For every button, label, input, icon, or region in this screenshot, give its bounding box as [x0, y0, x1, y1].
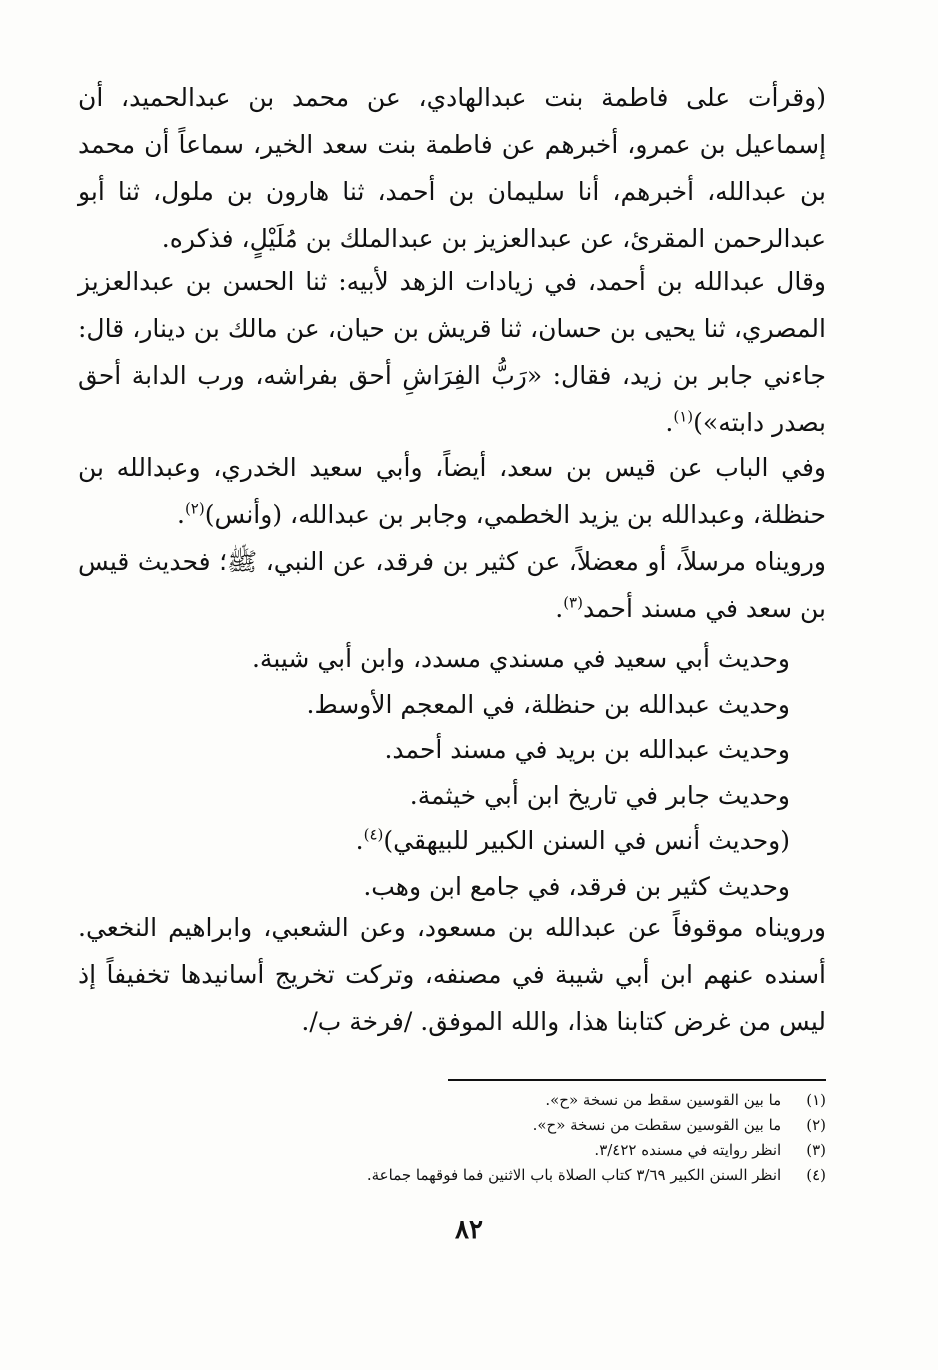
paragraph-1-line-1: (وقرأت على فاطمة بنت عبدالهادي، عن محمد بن عبدالحميد، أن إسماعيل بن — [78, 83, 827, 159]
paragraph-1-line-2: عمرو، أخبرهم عن فاطمة بنت سعد الخير، سماعاً أن محمد بن عبدالله، أخبرهم، — [78, 130, 826, 206]
list-item-end: . — [355, 826, 364, 855]
paragraph-3-text — [78, 444, 826, 538]
footnote-4 — [300, 1163, 826, 1188]
list-item — [78, 773, 790, 819]
paragraph-1-line-3: أنا سليمان بن أحمد، ثنا هارون بن ملول، ثنا أبو عبدالرحمن المقرئ، عن — [78, 177, 826, 253]
page-number: ٨٢ — [455, 1215, 483, 1245]
list-item — [78, 727, 790, 773]
hadith-sources-list — [78, 636, 790, 909]
paragraph-3-end: . — [176, 500, 185, 529]
paragraph-4-end: . — [555, 594, 564, 623]
paragraph-3-line-1: وفي الباب عن قيس بن سعد، أيضاً، وأبي سعيد الخدري، وعبدالله بن حنظلة، — [78, 453, 826, 529]
closing-line-1: ورويناه موقوفاً عن عبدالله بن مسعود، وعن الشعبي، وابراهيم النخعي. — [78, 913, 826, 942]
closing-paragraph — [78, 904, 826, 1045]
list-item-text: وحديث جابر في تاريخ ابن أبي خيثمة. — [409, 780, 790, 810]
list-item-text: (وحديث أنس في السنن الكبير للبيهقي) — [383, 826, 790, 855]
closing-paragraph-text — [78, 904, 826, 1045]
paragraph-1-text — [78, 74, 826, 262]
list-item-text: وحديث عبدالله بن بريد في مسند أحمد. — [384, 735, 790, 764]
closing-line-2: أسنده عنهم ابن أبي شيبة في مصنفه، وتركت تخريج أسانيدها تخفيفاً إذ ليس — [78, 960, 826, 1036]
list-item — [78, 636, 790, 682]
list-item-text: وحديث عبدالله بن حنظلة، في المعجم الأوسط. — [306, 689, 790, 719]
paragraph-2-line-4: دابته») — [693, 408, 765, 437]
paragraph-1-line-4: عبدالعزيز بن عبدالملك بن مُلَيْلٍ، فذكره. — [161, 224, 573, 253]
footnote-number: (٣) — [806, 1141, 826, 1159]
paragraph-2-end: . — [665, 408, 674, 437]
paragraph-2 — [78, 258, 826, 446]
footnote-text: ما بين القوسين سقط من نسخة «ح». — [545, 1091, 782, 1109]
footnote-ref-3[interactable]: (٣) — [563, 593, 583, 612]
footnotes-list — [300, 1088, 826, 1188]
footnote-number: (٢) — [806, 1116, 826, 1134]
paragraph-3-line-2: وعبدالله بن يزيد الخطمي، وجابر بن عبدالله، (وأنس) — [204, 500, 745, 529]
paragraph-2-text — [78, 258, 826, 446]
footnote-3 — [300, 1138, 826, 1163]
footnote-1 — [300, 1088, 826, 1113]
paragraph-2-line-3: جاءني جابر بن زيد، فقال: «رَبُّ الفِرَاشِ أحق بفراشه، ورب الدابة أحق بصدر — [78, 361, 826, 437]
paragraph-4 — [78, 538, 826, 632]
list-item — [78, 864, 790, 910]
footnote-number: (١) — [806, 1091, 826, 1109]
paragraph-2-line-2: المصري، ثنا يحيى بن حسان، ثنا قريش بن حيان، عن مالك بن دينار، قال: — [78, 314, 826, 343]
footnote-text: انظر روايته في مسنده ٣/٤٢٢. — [594, 1141, 782, 1159]
list-item — [78, 682, 790, 728]
paragraph-1 — [78, 74, 826, 262]
paragraph-4-text — [78, 538, 826, 632]
list-item-text: وحديث أبي سعيد في مسندي مسدد، وابن أبي شيبة. — [251, 644, 790, 673]
footnote-divider — [448, 1079, 826, 1081]
closing-line-3: من غرض كتابنا هذا، والله الموفق. /فرخة ب/. — [301, 1007, 771, 1036]
paragraph-2-line-1: وقال عبدالله بن أحمد، في زيادات الزهد لأبيه: ثنا الحسن بن عبدالعزيز — [78, 267, 826, 296]
footnote-ref-2[interactable]: (٢) — [184, 499, 205, 518]
footnote-ref-1[interactable]: (١) — [673, 407, 694, 426]
list-item-text: وحديث كثير بن فرقد، في جامع ابن وهب. — [363, 871, 790, 901]
footnote-ref-4[interactable]: (٤) — [363, 825, 384, 844]
paragraph-4-line-2: قيس بن سعد في مسند أحمد — [78, 547, 826, 623]
list-item — [78, 818, 790, 864]
footnote-number: (٤) — [806, 1166, 826, 1184]
footnote-text: انظر السنن الكبير ٣/٦٩ كتاب الصلاة باب الاثنين فما فوقهما جماعة. — [366, 1166, 782, 1184]
footnote-2 — [300, 1113, 826, 1138]
paragraph-3 — [78, 444, 826, 538]
footnote-text: ما بين القوسين سقطت من نسخة «ح». — [532, 1116, 782, 1134]
paragraph-4-line-1: ورويناه مرسلاً، أو معضلاً، عن كثير بن فرقد، عن النبي، ﷺ؛ فحديث — [137, 547, 826, 576]
